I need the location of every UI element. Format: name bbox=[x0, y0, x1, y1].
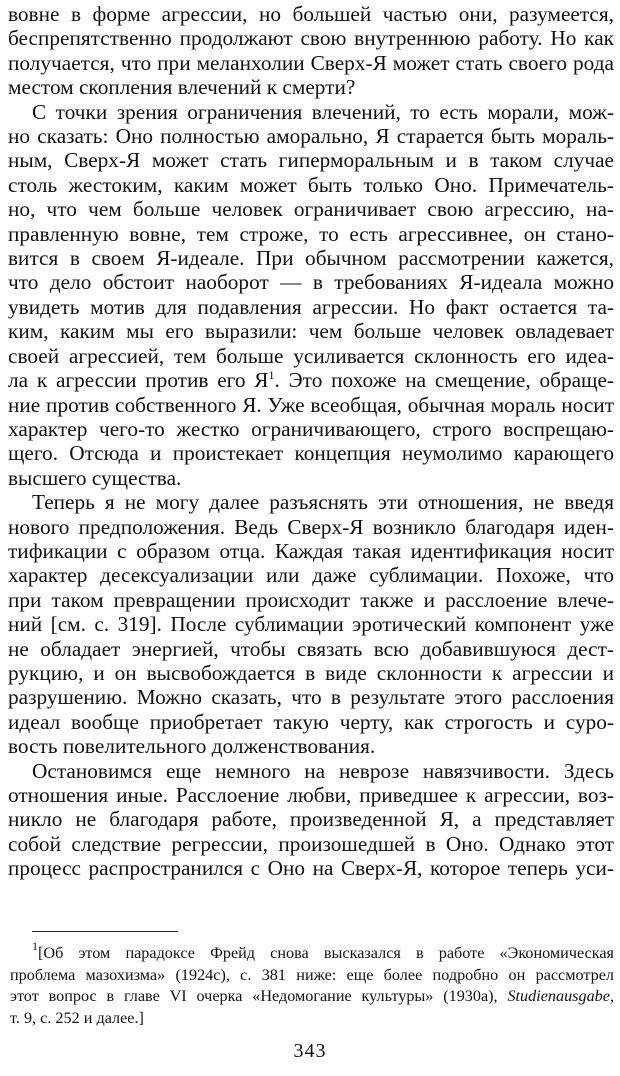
footnote bbox=[10, 939, 614, 1029]
text-fragment: . bbox=[274, 368, 289, 393]
text-line: получается, что при меланхолии Сверх-Я может стать своего рода bbox=[8, 50, 614, 75]
text-line: характер десексуализации или даже сублимации. Похоже, что bbox=[8, 563, 614, 588]
text-line: увидеть мотив для подавления агрессии. Но факт остается та- bbox=[8, 294, 614, 319]
text-line: но, что чем больше человек ограничивает свою агрессию, на- bbox=[8, 197, 614, 222]
paragraph-1 bbox=[8, 2, 614, 100]
text-line: отношения иные. Расслоение любви, приведшее к агрессии, воз- bbox=[8, 783, 614, 807]
text-line: своей агрессией, тем больше усиливается склонность его идеа- bbox=[8, 343, 614, 368]
text-line: столь жестоким, каким может быть только Оно. Примечатель- bbox=[8, 172, 614, 197]
text-line: никло не благодаря работе, произведенной Я, а представляет bbox=[8, 807, 614, 832]
paragraph-2 bbox=[8, 100, 614, 491]
text-fragment: Это похоже на смещение, обраще- bbox=[288, 368, 614, 393]
text-line: процесс распространился с Оно на Сверх-Я, которое теперь уси- bbox=[8, 856, 614, 881]
text-line: щего. Отсюда и проистекает концепция неумолимо карающего bbox=[8, 441, 614, 466]
paragraph-3 bbox=[8, 490, 614, 758]
text-line: высшего существа. bbox=[8, 465, 182, 490]
paragraph-4 bbox=[8, 759, 614, 881]
text-line: Остановимся еще немного на неврозе навязчивости. Здесь bbox=[32, 758, 614, 783]
footnote-text: , bbox=[609, 987, 614, 1005]
text-fragment: ла к агрессии против его Я bbox=[8, 368, 269, 393]
text-line: характер чего-то жестко ограничивающего, строго воспрещаю- bbox=[8, 416, 614, 441]
footnote-divider bbox=[32, 931, 178, 932]
text-line: ний [см. с. 319]. После сублимации эротический компонент уже bbox=[8, 612, 614, 637]
text-line: вовне в форме агрессии, но большей частью они, разумеется, bbox=[8, 2, 614, 26]
footnote-line bbox=[10, 939, 614, 965]
body-text bbox=[8, 2, 614, 881]
text-line: но сказать: Оно полностью аморально, Я старается быть мораль- bbox=[8, 124, 614, 149]
footnote-italic-title: Studienausgabe bbox=[507, 987, 610, 1005]
footnote-line: проблема мазохизма» (1924с), с. 381 ниже: еще более подробно он рассмотрел bbox=[10, 965, 614, 984]
text-line: при таком превращении происходит также и расслоение влече- bbox=[8, 587, 614, 612]
footnote-line: т. 9, с. 252 и далее.] bbox=[10, 1008, 144, 1027]
text-line: вость повелительного долженствования. bbox=[8, 734, 376, 759]
text-line: не обладает энергией, чтобы связать всю добавившуюся дест- bbox=[8, 636, 614, 661]
text-line: что дело обстоит наоборот — в требованиях Я-идеала можно bbox=[8, 270, 614, 295]
text-line: идеал вообще приобретает такую черту, как строгость и суро- bbox=[8, 709, 614, 734]
text-line: вится в своем Я-идеале. При обычном рассмотрении кажется, bbox=[8, 246, 614, 271]
text-line: нового предположения. Ведь Сверх-Я возникло благодаря иден- bbox=[8, 514, 614, 539]
text-line: собой следствие регрессии, произошедшей в Оно. Однако этот bbox=[8, 831, 614, 856]
footnote-marker: 1 bbox=[32, 939, 38, 953]
text-line: ние против собственного Я. Уже всеобщая, обычная мораль носит bbox=[8, 392, 614, 417]
page-number: 343 bbox=[293, 1040, 327, 1062]
text-line-with-footnote-ref bbox=[8, 368, 614, 392]
footnote-reference: 1 bbox=[268, 368, 275, 383]
text-line: правленную вовне, тем строже, то есть агрессивнее, он стано- bbox=[8, 221, 614, 246]
text-line: разрушению. Можно сказать, что в результате этого расслоения bbox=[8, 685, 614, 710]
text-line: тификации с образом отца. Каждая такая идентификация носит bbox=[8, 538, 614, 563]
text-line: ным, Сверх-Я может стать гиперморальным и в таком случае bbox=[8, 148, 614, 173]
footnote-text: этот вопрос в главе VI очерка «Недомогание культуры» (1930а), bbox=[10, 987, 508, 1005]
text-line: ким, каким мы его выразили: чем больше человек овладевает bbox=[8, 319, 614, 344]
footnote-text: [Об этом парадоксе Фрейд снова высказался в работе «Экономическая bbox=[38, 944, 614, 962]
text-line: С точки зрения ограничения влечений, то есть морали, мож- bbox=[32, 99, 614, 124]
text-line: беспрепятственно продолжают свою внутреннюю работу. Но как bbox=[8, 26, 614, 51]
text-line: рукцию, и он высвобождается в виде склонности к агрессии и bbox=[8, 660, 614, 685]
text-line: местом скопления влечений к смерти? bbox=[8, 75, 356, 100]
footnote-line bbox=[10, 986, 614, 1008]
text-line: Теперь я не могу далее разъяснять эти отношения, не введя bbox=[32, 490, 614, 515]
